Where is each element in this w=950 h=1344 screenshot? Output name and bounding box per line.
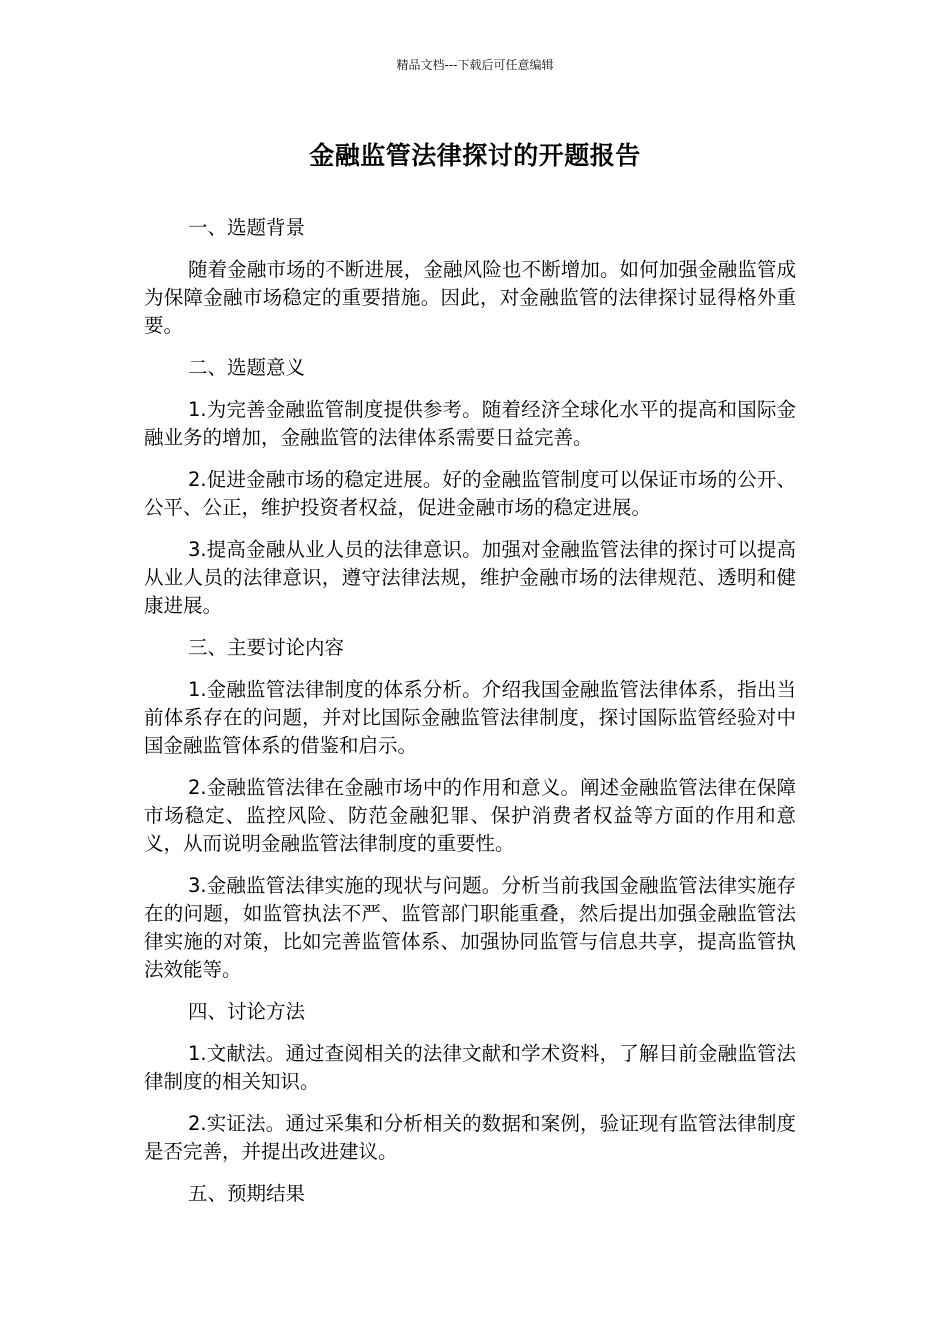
section-heading: 二、选题意义 (188, 356, 306, 379)
document-title: 金融监管法律探讨的开题报告 (309, 141, 641, 170)
document-body (144, 214, 796, 1222)
paragraph: 2.金融监管法律在金融市场中的作用和意义。阐述金融监管法律在保障市场稳定、监控风险、防范金融犯罪、保护消费者权益等方面的作用和意义，从而说明金融监管法律制度的重要性。 (144, 776, 796, 855)
paragraph: 1.为完善金融监管制度提供参考。随着经济全球化水平的提高和国际金融业务的增加，金融监管的法律体系需要日益完善。 (144, 398, 796, 449)
paragraph: 2.实证法。通过采集和分析相关的数据和案例，验证现有监管法律制度是否完善，并提出改进建议。 (144, 1112, 796, 1163)
paragraph: 1.金融监管法律制度的体系分析。介绍我国金融监管法律体系，指出当前体系存在的问题，并对比国际金融监管法律制度，探讨国际监管经验对中国金融监管体系的借鉴和启示。 (144, 678, 796, 757)
document-header-note: 精品文档---下载后可任意编辑 (396, 58, 554, 72)
paragraph: 3.提高金融从业人员的法律意识。加强对金融监管法律的探讨可以提高从业人员的法律意识，遵守法律法规，维护金融市场的法律规范、透明和健康进展。 (144, 538, 796, 617)
paragraph: 3.金融监管法律实施的现状与问题。分析当前我国金融监管法律实施存在的问题，如监管执法不严、监管部门职能重叠，然后提出加强金融监管法律实施的对策，比如完善监管体系、加强协同监管与信息共享，提高监管执法效能等。 (144, 874, 796, 981)
paragraph: 随着金融市场的不断进展，金融风险也不断增加。如何加强金融监管成为保障金融市场稳定的重要措施。因此，对金融监管的法律探讨显得格外重要。 (144, 258, 796, 337)
paragraph: 2.促进金融市场的稳定进展。好的金融监管制度可以保证市场的公开、公平、公正，维护投资者权益，促进金融市场的稳定进展。 (144, 468, 796, 519)
section-heading: 三、主要讨论内容 (188, 636, 345, 659)
section-heading: 一、选题背景 (188, 216, 306, 239)
section-heading: 五、预期结果 (188, 1182, 306, 1205)
paragraph: 1.文献法。通过查阅相关的法律文献和学术资料，了解目前金融监管法律制度的相关知识。 (144, 1042, 796, 1093)
section-heading: 四、讨论方法 (188, 1000, 306, 1023)
